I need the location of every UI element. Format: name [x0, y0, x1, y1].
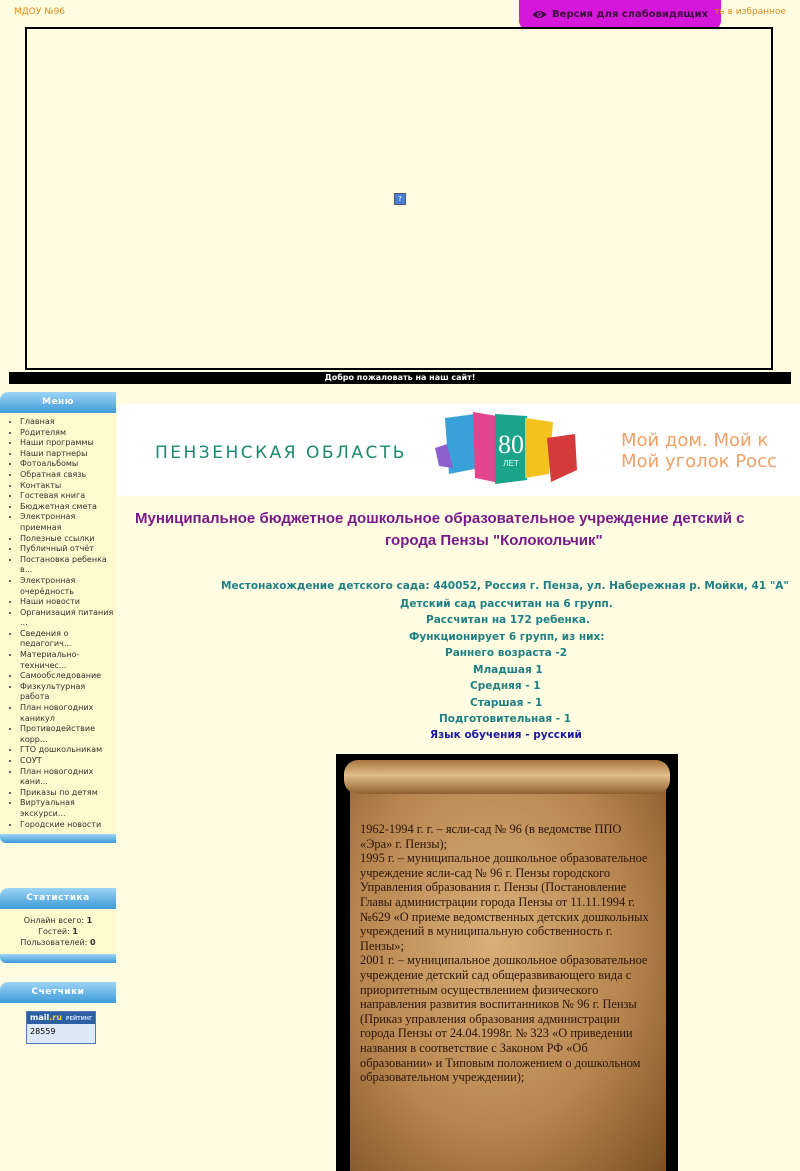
- stats-online: Онлайн всего: 1: [23, 916, 93, 925]
- menu-block-footer: [0, 834, 116, 843]
- menu-item-label[interactable]: Контакты: [20, 480, 62, 490]
- menu-item-label[interactable]: Фотоальбомы: [20, 459, 79, 469]
- menu-item[interactable]: [20, 608, 116, 629]
- menu-block-body: [0, 413, 116, 834]
- scroll-roll: [344, 760, 670, 794]
- scroll-history-text: [360, 822, 656, 1085]
- menu-item[interactable]: [20, 703, 116, 724]
- menu-item[interactable]: [20, 417, 116, 428]
- menu-item[interactable]: [20, 788, 116, 799]
- menu-item[interactable]: [20, 534, 116, 545]
- region-80-years-logo: [435, 408, 583, 492]
- welcome-bar: Добро пожаловать на наш сайт!: [9, 372, 791, 384]
- menu-item-label[interactable]: Сведения о педагогич...: [20, 628, 72, 649]
- banner-slogan: [621, 430, 777, 472]
- banner-slogan-line1: Мой дом. Мой к: [621, 430, 769, 451]
- menu-item[interactable]: [20, 512, 116, 533]
- site-home-link[interactable]: МДОУ №96: [14, 7, 66, 17]
- menu-item[interactable]: [20, 438, 116, 449]
- stats-guests: Гостей: 1: [38, 927, 78, 936]
- banner-slogan-line2: Мой уголок Росс: [621, 451, 777, 472]
- add-to-favorites-link[interactable]: ть в избранное: [714, 7, 786, 17]
- menu-item[interactable]: [20, 555, 116, 576]
- counters-block-title: Счетчики: [0, 982, 116, 1003]
- banner-region-text: ПЕНЗЕНСКАЯ ОБЛАСТЬ: [155, 443, 407, 463]
- menu-item-label[interactable]: Организация питания ...: [20, 607, 114, 628]
- menu-item[interactable]: [20, 650, 116, 671]
- menu-item-label[interactable]: Полезные ссылки: [20, 533, 95, 543]
- info-middle-groups: Средняя - 1: [470, 680, 541, 692]
- organization-title-line2: города Пензы "Колокольчик": [385, 532, 603, 549]
- menu-item[interactable]: [20, 470, 116, 481]
- menu-item-label[interactable]: Приказы по детям: [20, 787, 98, 797]
- menu-item-label[interactable]: Электронная очерёдность: [20, 575, 76, 596]
- info-senior-groups: Старшая - 1: [470, 697, 543, 709]
- menu-item-label[interactable]: Электронная приемная: [20, 512, 76, 532]
- menu-item-label[interactable]: Постановка ребенка в...: [20, 554, 107, 575]
- menu-item-label[interactable]: Виртуальная экскурси...: [20, 798, 75, 818]
- menu-item[interactable]: [20, 576, 116, 597]
- header-flash-area: [25, 27, 773, 370]
- sidebar-menu-block: [0, 392, 116, 843]
- menu-item[interactable]: [20, 745, 116, 756]
- info-functioning: Функционирует 6 групп, из них:: [409, 631, 605, 643]
- scroll-history-paragraph: 2001 г. – муниципальное дошкольное образовательное учреждение детский сад общеразвивающего вида с приоритетным осуществлением физического направления развития воспитанников № 96 г. Пензы (Приказ управления образования администрации города Пензы от 24.04.1998г. № 323 «О приведении названия в соответствие с Законом РФ «Об образовании» и Типовым положением о дошкольном образовательном учреждении);: [360, 953, 648, 1085]
- logo-years-label: ЛЕТ: [503, 459, 519, 468]
- eye-icon: [532, 9, 547, 20]
- menu-item-label[interactable]: ГТО дошкольникам: [20, 745, 103, 755]
- menu-item[interactable]: [20, 481, 116, 492]
- info-capacity: Рассчитан на 172 ребенка.: [426, 614, 590, 626]
- info-address: Местонахождение детского сада: 440052, Россия г. Пенза, ул. Набережная р. Мойки, 41 "А": [221, 580, 789, 592]
- info-language: Язык обучения - русский: [430, 729, 582, 741]
- history-scroll-image: [336, 754, 678, 1171]
- menu-item-label[interactable]: Главная: [20, 417, 55, 426]
- menu-item-label[interactable]: Наши партнеры: [20, 448, 88, 458]
- menu-item[interactable]: [20, 629, 116, 650]
- menu-item-label[interactable]: Наши новости: [20, 597, 80, 607]
- info-groups: Детский сад рассчитан на 6 групп.: [400, 598, 613, 610]
- menu-item[interactable]: [20, 820, 116, 831]
- info-junior-groups: Младшая 1: [473, 664, 543, 676]
- menu-item-label[interactable]: Наши программы: [20, 438, 94, 448]
- top-bar: [0, 0, 800, 26]
- mailru-logo: mail.ru РЕЙТИНГ: [27, 1012, 95, 1024]
- menu-item-label[interactable]: Обратная связь: [20, 469, 87, 479]
- menu-list: [0, 417, 116, 830]
- menu-item-label[interactable]: Гостевая книга: [20, 491, 86, 501]
- menu-item[interactable]: [20, 491, 116, 502]
- low-vision-button-label: Версия для слабовидящих: [552, 9, 708, 20]
- statistics-block-title: Статистика: [0, 888, 116, 909]
- menu-block-title: Меню: [0, 392, 116, 413]
- info-early-groups: Раннего возраста -2: [445, 647, 568, 659]
- menu-item[interactable]: [20, 767, 116, 788]
- broken-image-icon: ?: [394, 193, 406, 205]
- statistics-block: [0, 888, 116, 963]
- mailru-rating-counter[interactable]: [26, 1011, 96, 1044]
- menu-item-label[interactable]: Самообследование: [20, 671, 102, 681]
- menu-item-label[interactable]: Противодействие корр...: [20, 724, 96, 744]
- low-vision-version-button[interactable]: [519, 0, 721, 29]
- menu-item[interactable]: [20, 756, 116, 767]
- menu-item[interactable]: [20, 671, 116, 682]
- menu-item[interactable]: [20, 682, 116, 703]
- menu-item-label[interactable]: План новогодних каникул: [20, 703, 94, 723]
- menu-item[interactable]: [20, 459, 116, 470]
- menu-item[interactable]: [20, 597, 116, 608]
- menu-item-label[interactable]: СОУТ: [20, 756, 42, 765]
- menu-item[interactable]: [20, 502, 116, 513]
- scroll-history-paragraph: 1995 г. – муниципальное дошкольное образовательное учреждение ясли-сад № 96 г. Пензы городского Управления образования г. Пензы (Постановление Главы администрации города Пензы от 11.11.1994 г. №629 «О приеме ведомственных детских дошкольных учреждений в муниципальную собственность г. Пензы»;: [360, 851, 649, 953]
- statistics-body: [0, 909, 116, 954]
- menu-item-label[interactable]: Родителям: [20, 427, 66, 437]
- mailru-count: 28559: [30, 1027, 56, 1036]
- menu-item-label[interactable]: Городские новости: [20, 819, 102, 829]
- menu-item-label[interactable]: Физкультурная работа: [20, 681, 86, 702]
- menu-item[interactable]: [20, 798, 116, 819]
- menu-item[interactable]: [20, 449, 116, 460]
- menu-item-label[interactable]: Публичный отчёт: [20, 544, 94, 554]
- scroll-history-paragraph: 1962-1994 г. г. – ясли-сад № 96 (в ведомстве ППО «Эра» г. Пензы);: [360, 822, 622, 851]
- menu-item-label[interactable]: План новогодних кани...: [20, 766, 94, 787]
- menu-item[interactable]: [20, 724, 116, 745]
- organization-title-line1: Муниципальное бюджетное дошкольное образовательное учреждение детский с: [135, 510, 745, 527]
- menu-item-label[interactable]: Материально-техничес...: [20, 650, 80, 670]
- menu-item[interactable]: [20, 544, 116, 555]
- statistics-block-footer: [0, 954, 116, 963]
- menu-item-label[interactable]: Бюджетная смета: [20, 501, 97, 511]
- logo-years-number: 80: [498, 430, 524, 459]
- info-prep-groups: Подготовительная - 1: [439, 713, 572, 725]
- stats-users: Пользователей: 0: [20, 938, 96, 947]
- region-80-years-banner: [117, 404, 800, 496]
- menu-item[interactable]: [20, 428, 116, 439]
